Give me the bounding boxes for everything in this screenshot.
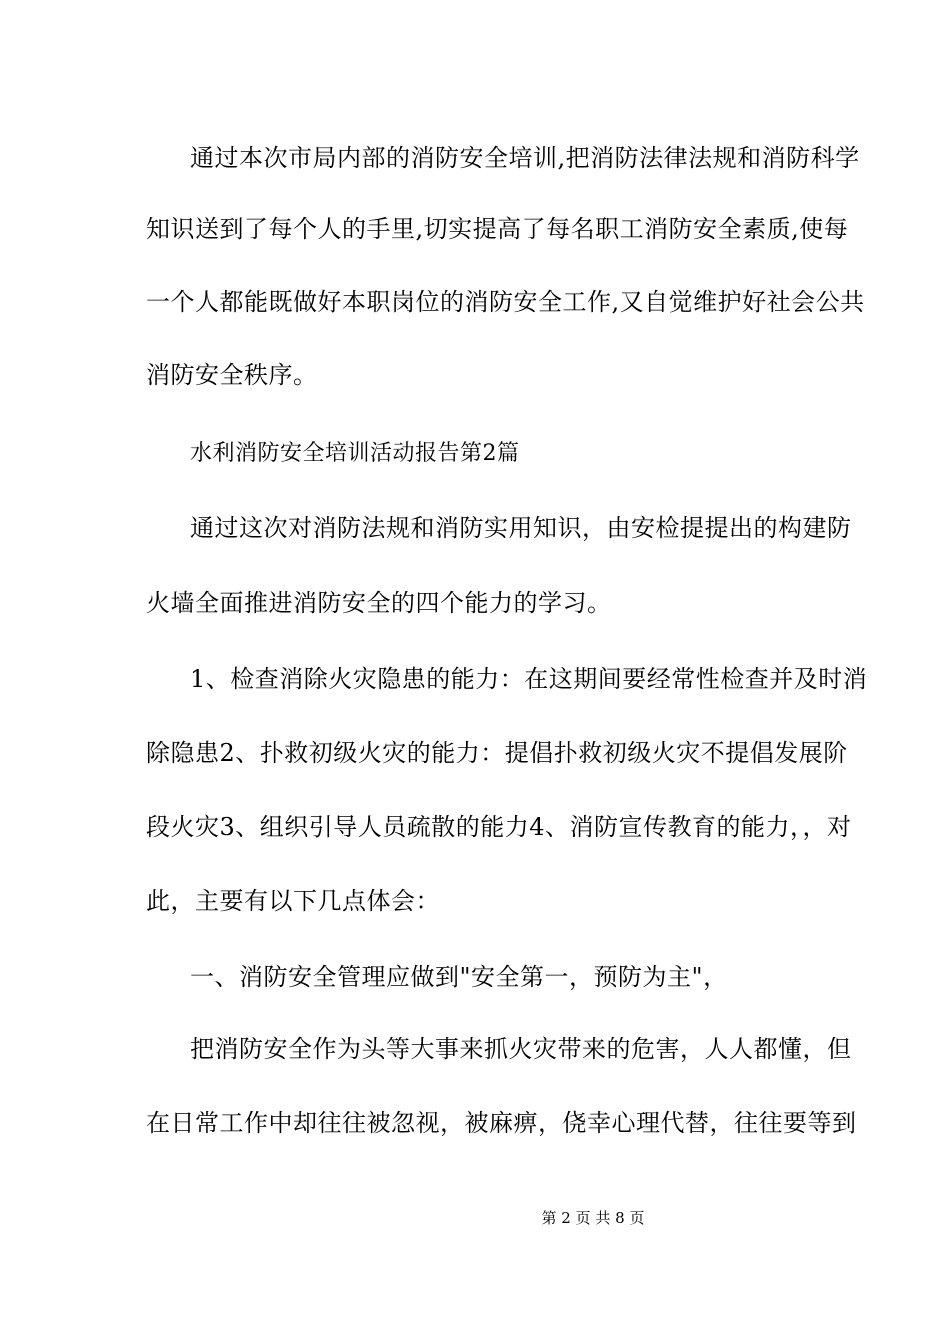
paragraph-line: 段火灾3、组织引导人员疏散的能力4、消防宣传教育的能力，，对 bbox=[146, 813, 852, 841]
paragraph-line: 此，主要有以下几点体会： bbox=[146, 887, 440, 915]
paragraph-line: 通过这次对消防法规和消防实用知识，由安检提提出的构建防 bbox=[190, 514, 852, 542]
paragraph-line: 消防安全秩序。 bbox=[146, 361, 318, 389]
paragraph-line: 1、检查消除火灾隐患的能力：在这期间要经常性检查并及时消 bbox=[190, 665, 868, 693]
paragraph-line: 通过本次市局内部的消防安全培训,把消防法律法规和消防科学 bbox=[190, 144, 860, 172]
page-number-footer: 第 2 页 共 8 页 bbox=[541, 1209, 645, 1227]
paragraph-line: 除隐患2、扑救初级火灾的能力：提倡扑救初级火灾不提倡发展阶 bbox=[146, 739, 848, 767]
section-heading: 水利消防安全培训活动报告第2篇 bbox=[190, 441, 520, 466]
paragraph-line: 一个人都能既做好本职岗位的消防安全工作,又自觉维护好社会公共 bbox=[146, 288, 865, 316]
paragraph-line: 火墙全面推进消防安全的四个能力的学习。 bbox=[146, 589, 612, 617]
paragraph-line: 知识送到了每个人的手里,切实提高了每名职工消防安全素质,使每 bbox=[146, 215, 849, 243]
paragraph-line: 一、消防安全管理应做到"安全第一，预防为主"， bbox=[190, 963, 728, 991]
paragraph-line: 在日常工作中却往往被忽视，被麻痹，侥幸心理代替，往往要等到 bbox=[146, 1109, 857, 1137]
paragraph-line: 把消防安全作为头等大事来抓火灾带来的危害，人人都懂，但 bbox=[190, 1035, 852, 1063]
